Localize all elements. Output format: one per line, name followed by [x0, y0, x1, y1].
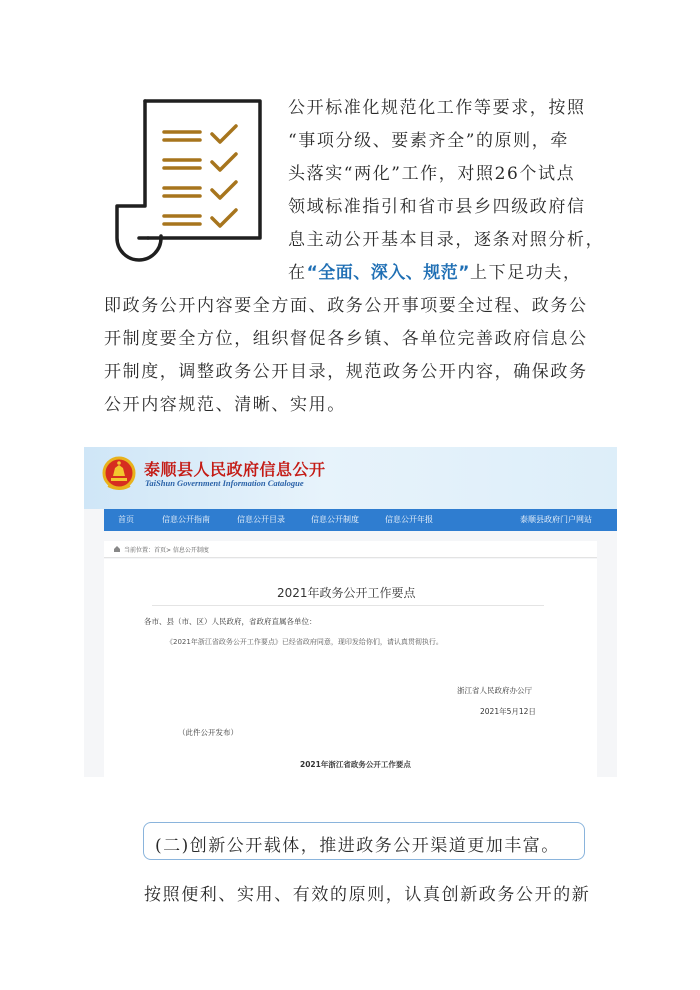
website-screenshot [84, 447, 617, 777]
text-segment: 在 [288, 263, 307, 283]
paragraph-line: 头落实“两化”工作，对照26个试点 [288, 164, 576, 184]
document-subheading: 2021年浙江省政务公开工作要点 [300, 760, 411, 769]
paragraph-line: 公开标准化规范化工作等要求，按照 [288, 98, 586, 118]
home-icon [113, 545, 121, 553]
paragraph-line: 开制度要全方位，组织督促各乡镇、各单位完善政府信息公 [104, 329, 588, 349]
nav-item-guide[interactable]: 信息公开指南 [162, 515, 210, 524]
paragraph-line: 开制度，调整政务公开目录，规范政务公开内容，确保政务 [104, 362, 588, 382]
breadcrumb-text: 当前位置：首页> 信息公开制度 [124, 547, 209, 554]
paragraph-line: “事项分级、要素齐全”的原则，牵 [288, 131, 569, 151]
paragraph-line: 公开内容规范、清晰、实用。 [104, 395, 346, 415]
paragraph-line [288, 258, 582, 283]
breadcrumb [104, 541, 597, 558]
site-title: 泰顺县人民政府信息公开 [144, 460, 326, 479]
document-note: （此件公开发布） [178, 728, 238, 737]
nav-item-portal[interactable]: 泰顺县政府门户网站 [520, 515, 592, 524]
nav-bar [104, 509, 617, 531]
title-divider [152, 605, 544, 606]
checklist-document-icon [112, 96, 272, 266]
document-issuer: 浙江省人民政府办公厅 [457, 686, 532, 695]
document-title: 2021年政务公开工作要点 [277, 586, 416, 600]
document-panel [104, 559, 597, 777]
highlighted-phrase: “全面、深入、规范” [306, 263, 470, 283]
document-body: 《2021年浙江省政务公开工作要点》已经省政府同意，现印发给你们，请认真贯彻执行。 [166, 638, 443, 646]
paragraph-line: 领域标准指引和省市县乡四级政府信 [288, 197, 586, 217]
nav-item-rules[interactable]: 信息公开制度 [311, 515, 359, 524]
nav-item-annual-report[interactable]: 信息公开年报 [385, 515, 433, 524]
paragraph-line: 息主动公开基本目录，逐条对照分析， [288, 230, 605, 250]
nav-item-home[interactable]: 首页 [118, 515, 134, 524]
site-header [84, 447, 617, 509]
document-salutation: 各市、县（市、区）人民政府，省政府直属各单位： [144, 617, 317, 626]
paragraph-line: 按照便利、实用、有效的原则，认真创新政务公开的新 [144, 885, 591, 905]
paragraph-line: 即政务公开内容要全方面、政务公开事项要全过程、政务公 [104, 296, 588, 316]
national-emblem-icon [102, 456, 136, 492]
text-segment: 上下足功夫， [469, 263, 582, 283]
section-heading: (二)创新公开载体，推进政务公开渠道更加丰富。 [155, 836, 560, 856]
section-heading-box [143, 822, 585, 860]
document-date: 2021年5月12日 [480, 707, 536, 716]
nav-item-catalogue[interactable]: 信息公开目录 [237, 515, 285, 524]
site-subtitle: TaiShun Government Information Catalogue [145, 478, 304, 488]
